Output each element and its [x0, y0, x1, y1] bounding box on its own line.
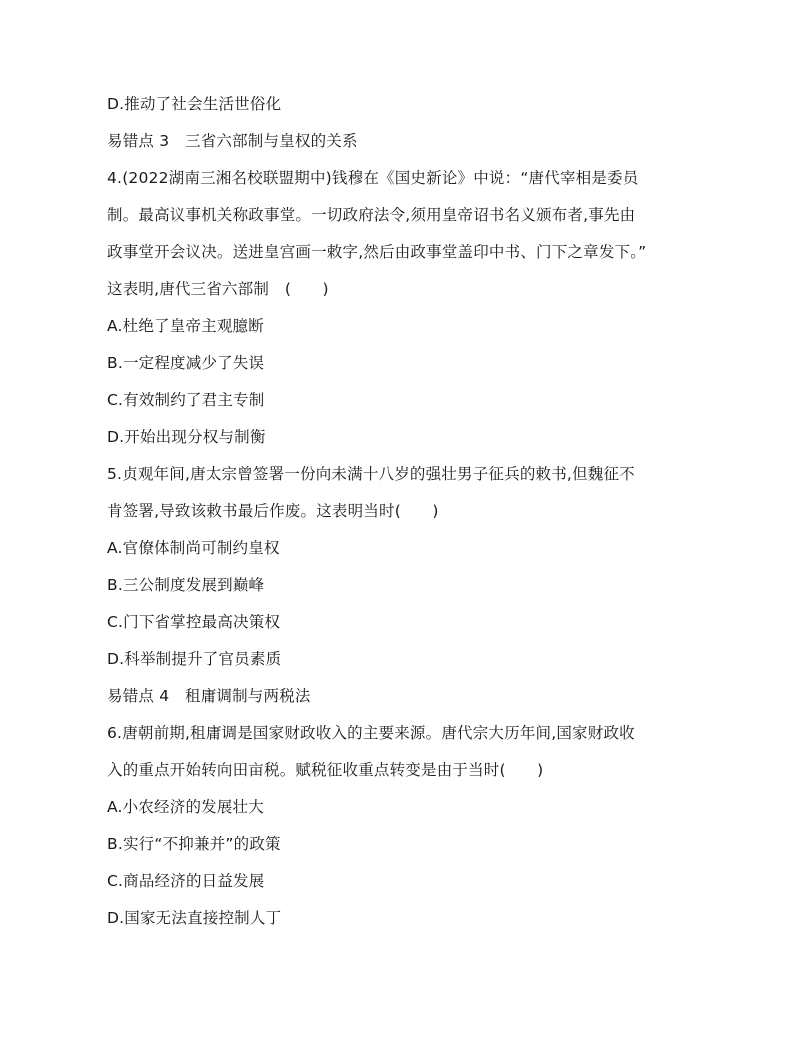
- question-4-line-3: 政事堂开会议决。送进皇宫画一敕字,然后由政事堂盖印中书、门下之章发下。”: [107, 243, 647, 261]
- question-6-line-2: 入的重点开始转向田亩税。赋税征收重点转变是由于当时( ): [107, 761, 544, 779]
- question-6-option-d: D.国家无法直接控制人丁: [107, 909, 282, 927]
- question-6-option-b: B.实行“不抑兼并”的政策: [107, 835, 281, 853]
- section-heading-4: 易错点 4 租庸调制与两税法: [107, 687, 311, 705]
- question-5-option-c: C.门下省掌控最高决策权: [107, 613, 281, 631]
- question-6-line-1: 6.唐朝前期,租庸调是国家财政收入的主要来源。唐代宗大历年间,国家财政收: [107, 724, 635, 742]
- question-5-option-d: D.科举制提升了官员素质: [107, 650, 282, 668]
- question-4-option-b: B.一定程度减少了失误: [107, 354, 265, 372]
- document-text: [107, 86, 697, 937]
- question-4-option-a: A.杜绝了皇帝主观臆断: [107, 317, 264, 335]
- question-5-option-a: A.官僚体制尚可制约皇权: [107, 539, 280, 557]
- question-6-option-c: C.商品经济的日益发展: [107, 872, 265, 890]
- section-heading-3: 易错点 3 三省六部制与皇权的关系: [107, 132, 358, 150]
- option-d-q3: D.推动了社会生活世俗化: [107, 95, 282, 113]
- question-4-option-c: C.有效制约了君主专制: [107, 391, 265, 409]
- question-4-line-2: 制。最高议事机关称政事堂。一切政府法令,须用皇帝诏书名义颁布者,事先由: [107, 206, 636, 224]
- question-6-option-a: A.小农经济的发展壮大: [107, 798, 264, 816]
- question-4-line-1: 4.(2022湖南三湘名校联盟期中)钱穆在《国史新论》中说：“唐代宰相是委员: [107, 169, 639, 187]
- question-5-line-2: 肯签署,导致该敕书最后作废。这表明当时( ): [107, 502, 439, 520]
- question-5-line-1: 5.贞观年间,唐太宗曾签署一份向未满十八岁的强壮男子征兵的敕书,但魏征不: [107, 465, 635, 483]
- question-5-option-b: B.三公制度发展到巅峰: [107, 576, 265, 594]
- question-4-line-4: 这表明,唐代三省六部制 ( ): [107, 280, 329, 298]
- question-4-option-d: D.开始出现分权与制衡: [107, 428, 266, 446]
